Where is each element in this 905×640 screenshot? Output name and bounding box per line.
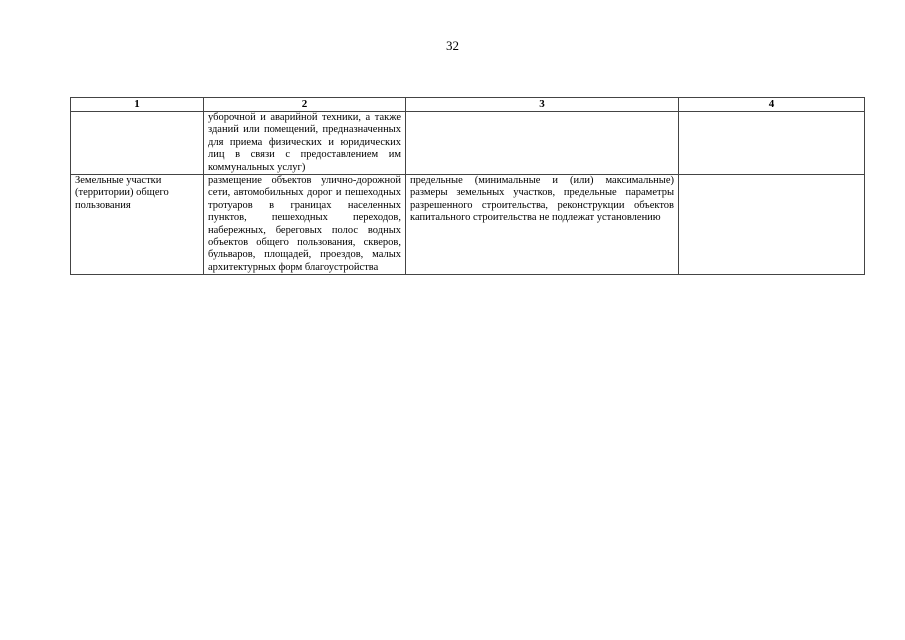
zoning-table: [70, 97, 865, 275]
table-cell-permitted-use: уборочной и аварийной техники, а также зданий или помещений, предназначенных для приема физических и юридических лиц в связи с предоставлением им коммунальных услуг): [204, 112, 406, 175]
column-header-2: 2: [204, 98, 406, 112]
column-header-3: 3: [406, 98, 679, 112]
page-number: 32: [446, 38, 459, 53]
table-cell-land-type: [71, 112, 204, 175]
table-row: [71, 112, 865, 175]
table-row: [71, 175, 865, 275]
table-header-row: [71, 98, 865, 112]
table-cell-notes: [679, 175, 865, 275]
table-cell-parameters: предельные (минимальные и (или) максимальные) размеры земельных участков, предельные параметры разрешенного строительства, реконструкции объектов капитального строительства не подлежат установлению: [406, 175, 679, 275]
column-header-1: 1: [71, 98, 204, 112]
table-cell-parameters: [406, 112, 679, 175]
table-cell-land-type: Земельные участки (территории) общего пользования: [71, 175, 204, 275]
column-header-4: 4: [679, 98, 865, 112]
table-cell-permitted-use: размещение объектов улично-дорожной сети, автомобильных дорог и пешеходных тротуаров в границах населенных пунктов, пешеходных переходов, набережных, береговых полос водных объектов общего пользования, скверов, бульваров, площадей, проездов, малых архитектурных форм благоустройства: [204, 175, 406, 275]
table-cell-notes: [679, 112, 865, 175]
